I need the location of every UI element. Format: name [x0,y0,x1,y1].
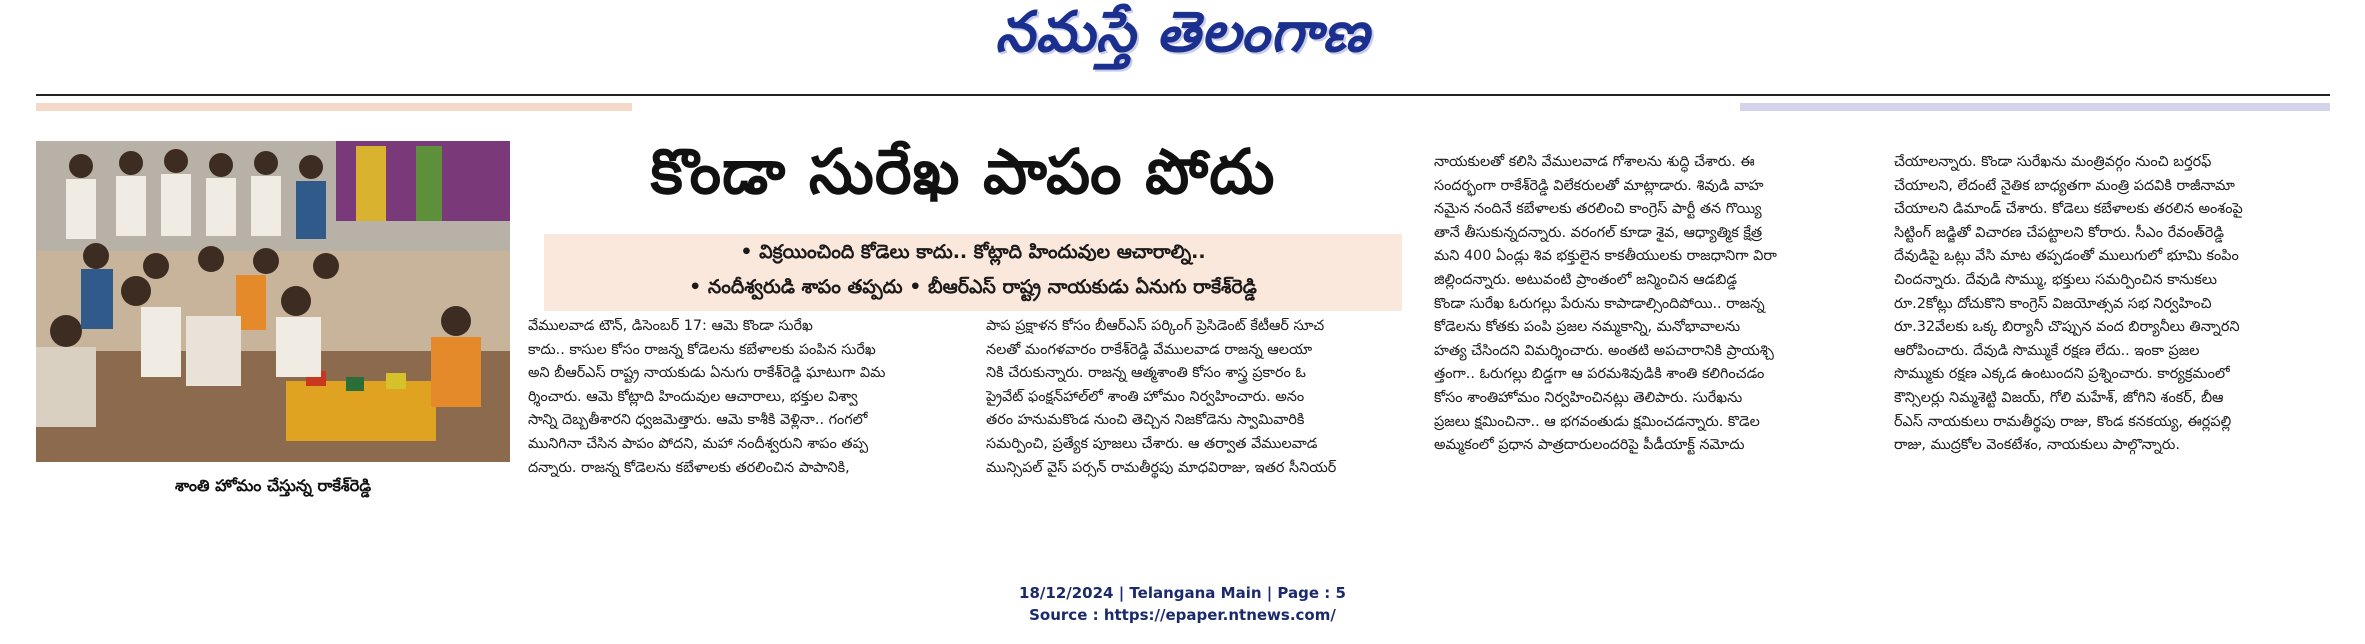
text-line: ర్‌ఎస్‌ నాయకులు రామతీర్థపు రాజు, కొండ కనకయ్య, ఈర్లపల్లి [1894,413,2232,430]
subhead-line: • విక్రయించింది కోడెలు కాదు.. కోట్లాది హిందువుల ఆచారాల్ని.. [740,241,1206,263]
newspaper-logo-title: నమస్తే తెలంగాణ [995,0,1370,65]
masthead [0,0,2365,74]
footer-source[interactable]: Source : https://epaper.ntnews.com/ [1029,606,1336,624]
page-footer [0,582,2365,626]
text-line: కోసం శాంతిహోమం నిర్వహించినట్లు తెలిపారు. సురేఖను [1434,389,1743,406]
text-line: రూ.2కోట్లు దోచుకొని కాంగ్రెస్‌ విజయోత్సవ సభ నిర్వహించి [1894,295,2212,312]
text-line: తరం హనుమకొండ నుంచి తెచ్చిన నిజకోడెను స్వామివారికి [986,412,1305,429]
text-line: తానే తీసుకున్నదన్నారు. వరంగల్‌ కూడా శైవ, ఆధ్యాత్మిక క్షేత్ర [1434,224,1763,241]
text-line: సొమ్ముకు రక్షణ ఎక్కడ ఉంటుందని ప్రశ్నించారు. కార్యక్రమంలో [1894,366,2230,383]
photo-illustration [36,141,510,462]
text-line: రూ.32వేలకు ఒక్క బిర్యానీ చొప్పున వంద బిర్యానీలు తిన్నారని [1894,319,2240,336]
text-line: మునిగినా చేసిన పాపం పోదని, మహా నందీశ్వరుని శాపం తప్ప [528,435,869,452]
text-line: చేయాలన్నారు. కొండా సురేఖను మంత్రివర్గం నుంచి బర్తరఫ్‌ [1894,154,2212,170]
text-line: కాదు.. కాసుల కోసం రాజన్న కోడెలను కబేళాలకు పంపిన సురేఖ [528,341,876,358]
text-line: అమ్మకంలో ప్రధాన పాత్రదారులందరిపై పీడీయాక్ట్‌ నమోదు [1434,437,1745,454]
text-line: ప్రైవేట్‌ ఫంక్షన్‌హాల్‌లో శాంతి హోమం నిర్వహించారు. అనం [986,388,1305,405]
text-line: ఆరోపించారు. దేవుడి సొమ్ముకే రక్షణ లేదు.. ఇంకా ప్రజల [1894,342,2200,359]
text-line: నలతో మంగళవారం రాకేశ్‌రెడ్డి వేములవాడ రాజన్న ఆలయా [986,341,1313,358]
text-line: కోడెలను కోతకు పంపి ప్రజల నమ్మకాన్ని, మనోభావాలను [1434,319,1741,336]
text-line: జిల్లిందన్నారు. అటువంటి ప్రాంతంలో జన్మించిన ఆడబిడ్డ [1434,271,1738,288]
text-line: సాన్ని దెబ్బతీశారని ధ్వజమెత్తారు. ఆమె కాశీకి వెళ్లినా.. గంగలో [528,412,868,429]
text-line: అని బీఆర్‌ఎస్‌ రాష్ట్ర నాయకుడు ఏనుగు రాకేశ్‌రెడ్డి ఘాటుగా విమ [528,365,886,382]
news-photo [36,141,510,462]
text-line: మున్సిపల్‌ వైస్‌ పర్సన్‌ రామతీర్థపు మాధవిరాజు, ఇతర సీనియర్‌ [986,459,1337,476]
text-line: రాజు, ముద్రకోల వెంకటేశం, నాయకులు పాల్గొన్నారు. [1894,437,2180,454]
text-line: చిందన్నారు. దేవుడి సొమ్ము, భక్తులు సమర్పించిన కానుకలు [1894,271,2217,288]
text-line: ర్శించారు. ఆమె కోట్లాది హిందువుల ఆచారాలు, భక్తుల విశ్వా [528,388,858,405]
subhead-box [544,234,1402,311]
text-line: త్తంగా.. ఓరుగల్లు బిడ్డగా ఆ పరమశివుడికి శాంతి కలిగించడం [1434,366,1765,383]
text-line: సిట్టింగ్‌ జడ్జితో విచారణ చేపట్టాలని కోరారు. సీఎం రేవంత్‌రెడ్డి [1894,224,2225,241]
subhead-line: • నందీశ్వరుడి శాపం తప్పదు • బీఆర్‌ఎస్‌ రాష్ట్ర నాయకుడు ఏనుగు రాకేశ్‌రెడ్డి [689,276,1257,298]
text-line: కౌన్సిలర్లు నిమ్మశెట్టి విజయ్‌, గోలి మహేశ్‌, జోగిని శంకర్‌, బీఆ [1894,389,2224,406]
article-headline: కొండా సురేఖ పాపం పోదు [650,135,1276,208]
text-line: నమైన నందినే కబేళాలకు తరలించి కాంగ్రెస్‌ పార్టీ తన గొయ్యి [1434,201,1762,218]
article-column-1 [528,315,962,480]
text-line: నికి చేరుకున్నారు. రాజన్న ఆత్మశాంతి కోసం శాస్త్ర ప్రకారం ఓ [986,365,1306,382]
text-line: చేయాలని డిమాండ్‌ చేశారు. కోడెలు కబేళాలకు తరలిన అంశంపై [1894,201,2243,218]
text-line: హత్య చేసిందని విమర్శించారు. అంతటి అపచారానికి ప్రాయశ్చి [1434,342,1774,359]
article-column-2 [986,315,1418,480]
text-line: సందర్భంగా రాకేశ్‌రెడ్డి విలేకరులతో మాట్లాడారు. శివుడి వాహ [1434,177,1764,194]
footer-date-page: 18/12/2024 | Telangana Main | Page : 5 [1019,584,1346,602]
masthead-divider [36,94,2330,96]
text-line: ప్రజలు క్షమించినా.. ఆ భగవంతుడు క్షమించడన్నారు. కొడెల [1434,413,1760,430]
text-line: కొండా సురేఖ ఓరుగల్లు పేరును కాపాడాల్సిందిపోయి.. రాజన్న [1434,295,1765,312]
text-line: నాయకులతో కలిసి వేములవాడ గోశాలను శుద్ధి చేశారు. ఈ [1434,154,1755,170]
text-line: సమర్పించి, ప్రత్యేక పూజలు చేశారు. ఆ తర్వాత వేములవాడ [986,435,1318,452]
decorative-band-right [1740,103,2330,111]
photo-caption: శాంతి హోమం చేస్తున్న రాకేశ్‌రెడ్డి [174,476,372,495]
text-line: వేములవాడ టౌన్‌, డిసెంబర్‌ 17: ఆమె కొండా సురేఖ [528,318,813,334]
text-line: దేవుడిపై ఒట్లు వేసి మాట తప్పడంతో ములుగులో భూమి కంపిం [1894,248,2239,265]
text-line: దన్నారు. రాజన్న కోడెలను కబేళాలకు తరలించిన పాపానికి, [528,459,850,476]
article-column-3 [1434,151,1876,458]
article-column-4 [1894,151,2334,458]
text-line: మని 400 ఏండ్లు శివ భక్తులైన కాకతీయులకు రాజధానిగా విరా [1434,248,1777,265]
decorative-band-left [36,103,632,111]
text-line: పాప ప్రక్షాళన కోసం బీఆర్‌ఎస్‌ పర్కింగ్‌ ప్రెసిడెంట్‌ కేటీఆర్‌ సూచ [986,318,1325,334]
text-line: చేయాలని, లేదంటే నైతిక బాధ్యతగా మంత్రి పదవికి రాజీనామా [1894,177,2235,194]
